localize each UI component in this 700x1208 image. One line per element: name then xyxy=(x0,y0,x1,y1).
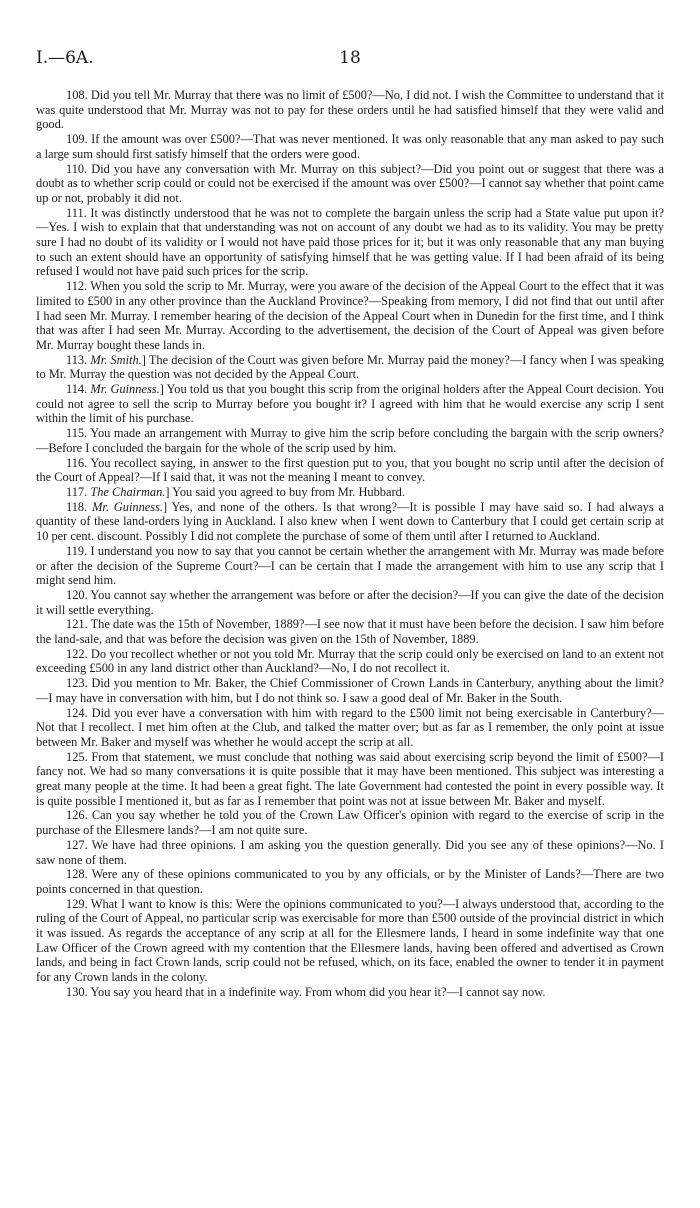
paragraph-119: 119. I understand you now to say that you cannot be certain whether the arrangement with Mr. Murray was made before or after the decision of the Supreme Court?—I can be certain that I made the arrangement with him to use any scrip that I might send him. xyxy=(36,543,664,588)
paragraph-114: 114. Mr. Guinness.] You told us that you bought this scrip from the original holders after the Appeal Court decision. You could not agree to sell the scrip to Murray before you bought it? I agreed with him that he would exercise any scrip I sent within the limit of his purchase. xyxy=(36,382,664,426)
paragraph-110: 110. Did you have any conversation with Mr. Murray on this subject?—Did you point out or suggest that there was a doubt as to whether scrip could or could not be exercised if the amount was over £500?—I cannot say whether that point came up or not, probably it did not. xyxy=(36,161,664,205)
paragraph-124: 124. Did you ever have a conversation with him with regard to the £500 limit not being exercisable in Canterbury?—Not that I recollect. I met him often at the Club, and talked the matter over; but as far as I remember, the only point at issue between Mr. Baker and myself was whether he would accept the scrip at all. xyxy=(36,705,664,749)
paragraph-125: 125. From that statement, we must conclude that nothing was said about exercising scrip beyond the limit of £500?—I fancy not. We had so many conversations it is quite possible that it may have been mentioned. This subject was interesting a great many people at the time. It had been a great fight. The late Government had contested the point in every possible way. It is quite possible I mentioned it, but as far as I remember that point was not at issue between Mr. Baker and myself. xyxy=(36,749,664,808)
paragraph-117: 117. The Chairman.] You said you agreed to buy from Mr. Hubbard. xyxy=(66,484,405,499)
paragraph-116: 116. You recollect saying, in answer to the first question put to you, that you bought no scrip until after the decision of the Court of Appeal?—If I said that, it was not the meaning I meant to convey. xyxy=(36,455,664,485)
paragraph-109: 109. If the amount was over £500?—That was never mentioned. It was only reasonable that any man asked to pay such a large sum should first satisfy himself that the orders were good. xyxy=(36,132,664,161)
paragraph-121: 121. The date was the 15th of November, 1889?—I see now that it must have been before the decision. I saw him before the land-sale, and that was before the decision was given on the 15th of November, 1889. xyxy=(36,617,664,647)
page-number: 18 xyxy=(339,48,361,68)
paragraph-126: 126. Can you say whether he told you of the Crown Law Officer's opinion with regard to the exercise of scrip in the purchase of the Ellesmere lands?—I am not quite sure. xyxy=(36,808,664,838)
page-header xyxy=(36,48,664,74)
paragraph-113: 113. Mr. Smith.] The decision of the Court was given before Mr. Murray paid the money?—I fancy when I was speaking to Mr. Murray the question was not decided by the Appeal Court. xyxy=(36,352,665,382)
paragraph-130: 130. You say you heard that in a indefinite way. From whom did you hear it?—I cannot say now. xyxy=(66,984,546,999)
paragraph-127: 127. We have had three opinions. I am asking you the question generally. Did you see any of these opinions?—No. I saw none of them. xyxy=(36,837,664,867)
paragraph-122: 122. Do you recollect whether or not you told Mr. Murray that the scrip could only be exercised on land to an extent not exceeding £500 in any land district other than Auckland?—No, I do not recollect it. xyxy=(36,646,664,676)
paragraph-118: 118. Mr. Guinness.] Yes, and none of the others. Is that wrong?—It is possible I may have said so. I had always a quantity of these land-orders lying in Auckland. I also knew when I went down to Canterbury that I could get certain scrip at 10 per cent. discount. Possibly I did not complete the purchase of some of them until after I returned to Auckland. xyxy=(36,499,664,544)
speaker-label: Mr. Guinness. xyxy=(90,382,160,397)
paragraph-115: 115. You made an arrangement with Murray to give him the scrip before concluding the bargain with the scrip owners?—Before I concluded the bargain for the whole of the scrip used by him. xyxy=(36,426,664,455)
paragraph-112: 112. When you sold the scrip to Mr. Murray, were you aware of the decision of the Appeal Court to the effect that it was limited to £500 in any other province than the Auckland Province?—Speaking from memory, I did not find that out until after I had seen Mr. Murray. I remember hearing of the decision of the Appeal Court when in Dunedin for the first time, and I think that was after I had seen Mr. Murray. According to the advertisement, the decision of the Court of Appeal was given before Mr. Murray bought these lands in. xyxy=(36,279,664,352)
document-reference: I.—6A. xyxy=(36,48,94,68)
speaker-label: The Chairman. xyxy=(90,484,166,499)
paragraph-120: 120. You cannot say whether the arrangement was before or after the decision?—If you can give the date of the decision it will settle everything. xyxy=(36,587,664,617)
speaker-label: Mr. Guinness. xyxy=(92,499,164,514)
paragraph-128: 128. Were any of these opinions communicated to you by any officials, or by the Minister of Lands?—There are two points concerned in that question. xyxy=(36,867,664,896)
speaker-label: Mr. Smith. xyxy=(90,352,142,367)
paragraph-129: 129. What I want to know is this: Were the opinions communicated to you?—I always understood that, according to the ruling of the Court of Appeal, no particular scrip was exercisable for more than £500 outside of the provincial district in which it was issued. As regards the acceptance of any scrip at all for the Ellesmere lands, I heard in some indefinite way that one Law Officer of the Crown agreed with my contention that the Ellesmere lands, having been offered and advertised as Crown lands, and being in fact Crown lands, scrip could not be refused, which, on its face, enabled the owner to tender it in payment for any Crown lands in the colony. xyxy=(36,896,664,985)
paragraph-108: 108. Did you tell Mr. Murray that there was no limit of £500?—No, I did not. I wish the Committee to understand that it was quite understood that Mr. Murray was not to pay for these orders until he had satisfied himself that they were valid and good. xyxy=(36,88,664,132)
paragraph-111: 111. It was distinctly understood that he was not to complete the bargain unless the scrip had a State value put upon it?—Yes. I wish to explain that that understanding was not on account of any doubt we had as to its validity. You may be pretty sure I had no doubt of its validity or I would not have paid those prices for it; but it was only reasonable that any man buying to such an extent should have an opportunity of satisfying himself that he was getting value. If I had been afraid of its being refused I would not have paid such prices for the scrip. xyxy=(36,205,664,279)
paragraph-123: 123. Did you mention to Mr. Baker, the Chief Commissioner of Crown Lands in Canterbury, anything about the limit?—I may have in conversation with him, but I do not think so. I saw a good deal of Mr. Baker in the South. xyxy=(36,676,664,705)
testimony-body xyxy=(36,88,664,1000)
